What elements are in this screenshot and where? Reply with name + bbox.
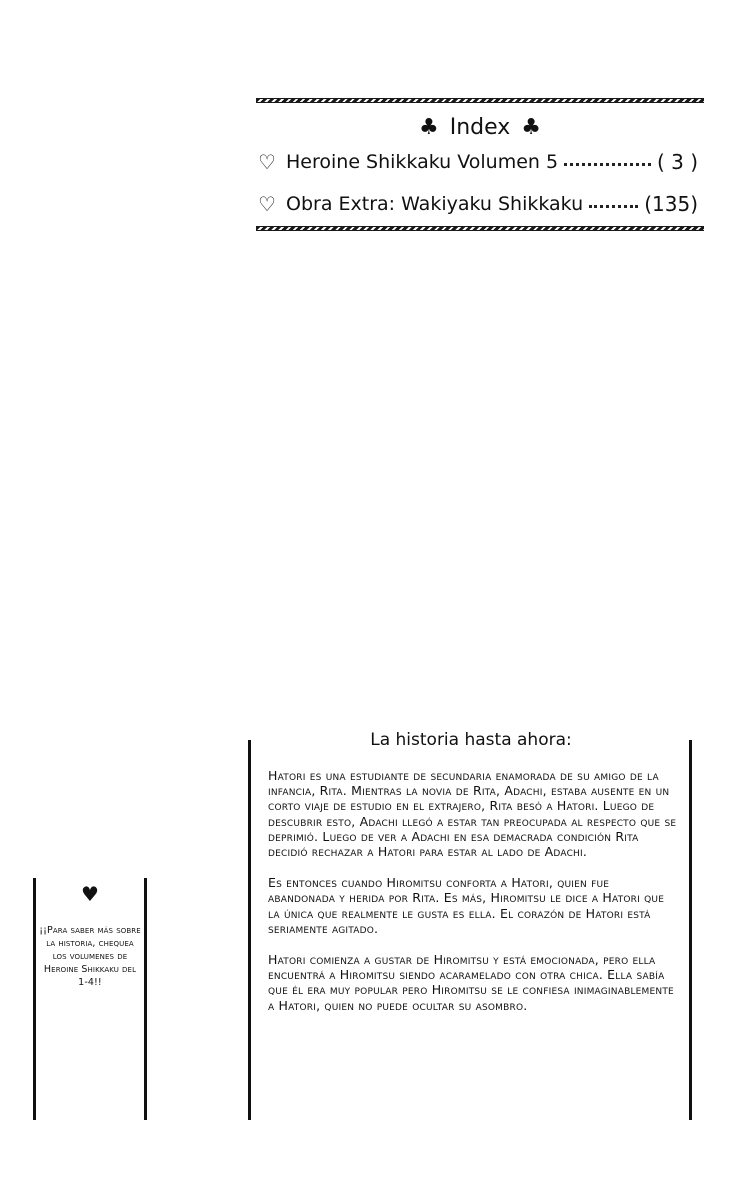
dotted-leader	[589, 205, 638, 208]
index-entry-label: Obra Extra: Wakiyaku Shikkaku	[286, 193, 584, 215]
story-body	[268, 768, 680, 1029]
rope-divider-top	[256, 98, 704, 103]
index-title-text: Index	[449, 115, 511, 140]
index-entry-label: Heroine Shikkaku Volumen 5	[286, 151, 559, 173]
story-left-border	[248, 740, 251, 1120]
index-entry-page: ( 3 )	[656, 150, 698, 174]
index-entry	[258, 148, 698, 176]
story-right-border	[689, 740, 692, 1120]
index-block	[256, 96, 704, 236]
index-entry	[258, 190, 698, 218]
story-paragraph: Hatori comienza a gustar de Hiromitsu y está emocionada, pero ella encuentrá a Hiromitsu siendo acaramelado con otra chica. Ella sabía que él era muy popular pero Hiromitsu se le confiesa inimaginablemente a Hatori, quien no puede ocultar su asombro.	[268, 952, 674, 1013]
story-so-far-box	[248, 730, 694, 1120]
heart-filled-icon: ♥	[81, 882, 99, 906]
index-entry-page: (135)	[644, 192, 698, 216]
club-icon: ♣	[418, 115, 439, 140]
index-title	[256, 114, 704, 142]
side-note-box	[33, 878, 147, 1120]
club-icon: ♣	[521, 115, 542, 140]
side-note-text: ¡¡Para saber más sobre la historia, chequea los volumenes de Heroine Shikkaku del 1-4!!	[39, 925, 141, 988]
rope-divider-bottom	[256, 226, 704, 231]
dotted-leader	[564, 163, 651, 166]
story-paragraph: Es entonces cuando Hiromitsu conforta a Hatori, quien fue abandonada y herida por Rita. Es más, Hiromitsu le dice a Hatori que la única que realmente le gusta es ella. El corazón de Hatori está seriamente agitado.	[268, 875, 665, 936]
story-paragraph: Hatori es una estudiante de secundaria enamorada de su amigo de la infancia, Rita. Mientras la novia de Rita, Adachi, estaba ausente en un corto viaje de estudio en el extrajero, Rita besó a Hatori. Luego de descubrir esto, Adachi llegó a estar tan preocupada al respecto que se deprimió. Luego de ver a Adachi en esa demacrada condición Rita decidió rechazar a Hatori para estar al lado de Adachi.	[268, 768, 677, 860]
story-title: La historia hasta ahora:	[370, 730, 572, 750]
heart-outline-icon: ♡	[258, 150, 276, 174]
heart-outline-icon: ♡	[258, 192, 276, 216]
